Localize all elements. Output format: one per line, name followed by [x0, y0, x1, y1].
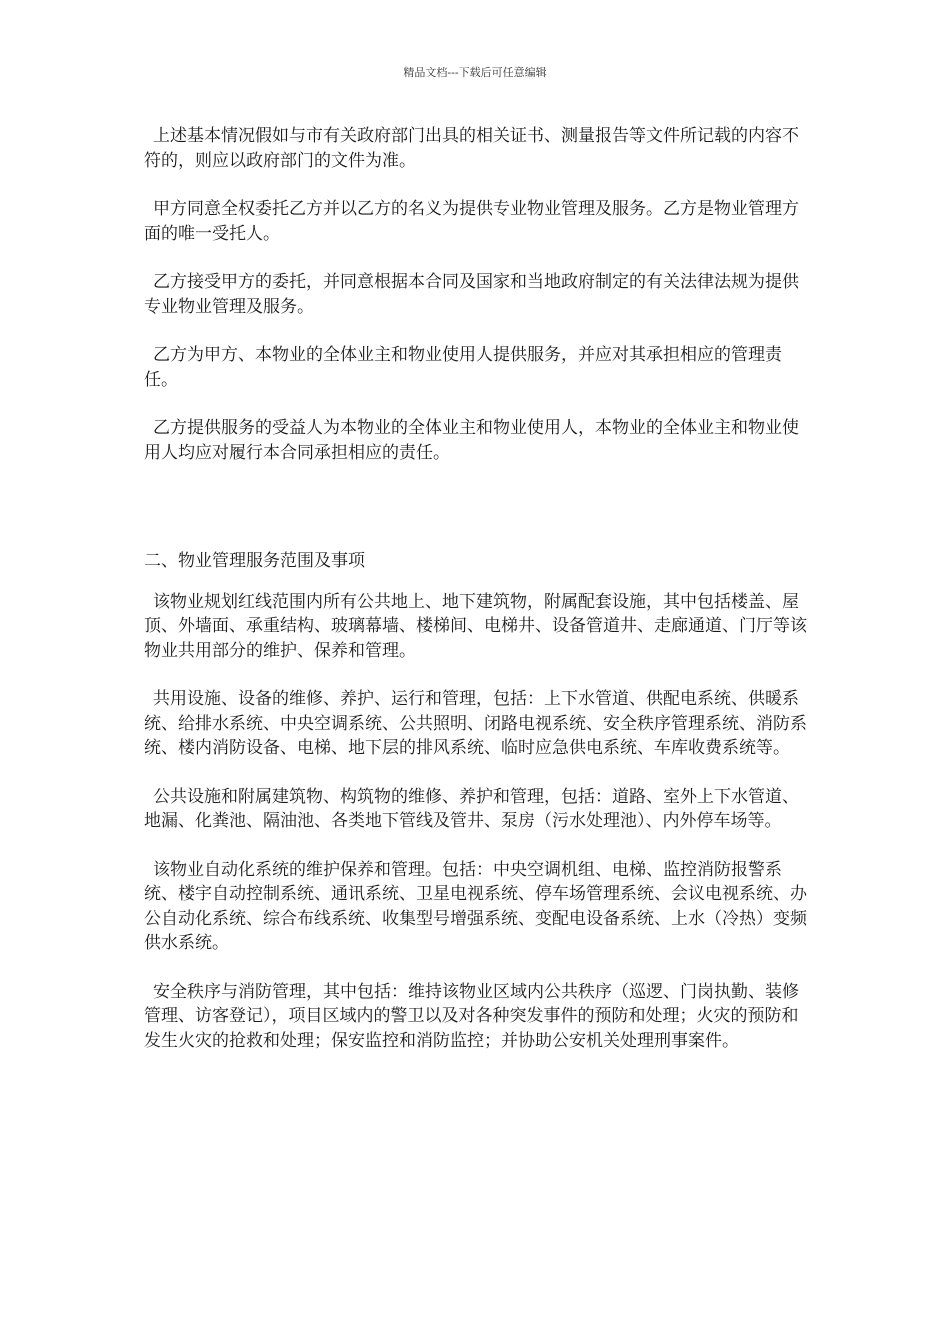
paragraph [144, 785, 812, 834]
paragraph-text: 该物业自动化系统的维护保养和管理。包括：中央空调机组、电梯、监控消防报警系统、楼宇自动控制系统、通讯系统、卫星电视系统、停车场管理系统、会议电视系统、办公自动化系统、综合布线系统、收集型号增强系统、变配电设备系统、上水（冷热）变频供水系统。 [144, 859, 807, 953]
paragraph [144, 124, 812, 173]
document-body [144, 124, 812, 1053]
paragraph [144, 197, 812, 246]
paragraph-text: 上述基本情况假如与市有关政府部门出具的相关证书、测量报告等文件所记载的内容不符的，则应以政府部门的文件为准。 [144, 126, 799, 171]
paragraph-text: 该物业规划红线范围内所有公共地上、地下建筑物，附属配套设施，其中包括楼盖、屋顶、外墙面、承重结构、玻璃幕墙、楼梯间、电梯井、设备管道井、走廊通道、门厅等该物业共用部分的维护、保养和管理。 [144, 591, 807, 661]
paragraph [144, 858, 812, 956]
paragraph-text: 乙方接受甲方的委托，并同意根据本合同及国家和当地政府制定的有关法律法规为提供专业物业管理及服务。 [144, 272, 799, 317]
paragraph-text: 共用设施、设备的维修、养护、运行和管理，包括：上下水管道、供配电系统、供暖系统、给排水系统、中央空调系统、公共照明、闭路电视系统、安全秩序管理系统、消防系统、楼内消防设备、电梯、地下层的排风系统、临时应急供电系统、车库收费系统等。 [144, 689, 807, 758]
paragraph [144, 343, 812, 392]
paragraph-text: 甲方同意全权委托乙方并以乙方的名义为提供专业物业管理及服务。乙方是物业管理方面的唯一受托人。 [144, 199, 799, 244]
section-heading: 二、物业管理服务范围及事项 [144, 551, 365, 571]
page-header-note: 精品文档---下载后可任意编辑 [403, 66, 547, 79]
paragraph-text: 安全秩序与消防管理，其中包括：维持该物业区域内公共秩序（巡逻、门岗执勤、装修管理、访客登记），项目区域内的警卫以及对各种突发事件的预防和处理；火灾的预防和发生火灾的抢救和处理；保安监控和消防监控；并协助公安机关处理刑事案件。 [144, 981, 799, 1051]
paragraph-text: 乙方为甲方、本物业的全体业主和物业使用人提供服务，并应对其承担相应的管理责任。 [144, 345, 782, 390]
paragraph [144, 270, 812, 319]
paragraph [144, 590, 812, 664]
paragraph-text: 公共设施和附属建筑物、构筑物的维修、养护和管理，包括：道路、室外上下水管道、地漏、化粪池、隔油池、各类地下管线及管井、泵房（污水处理池）、内外停车场等。 [144, 786, 799, 831]
paragraph [144, 687, 812, 761]
paragraph [144, 980, 812, 1054]
paragraph [144, 416, 812, 465]
paragraph-text: 乙方提供服务的受益人为本物业的全体业主和物业使用人，本物业的全体业主和物业使用人均应对履行本合同承担相应的责任。 [144, 418, 799, 463]
